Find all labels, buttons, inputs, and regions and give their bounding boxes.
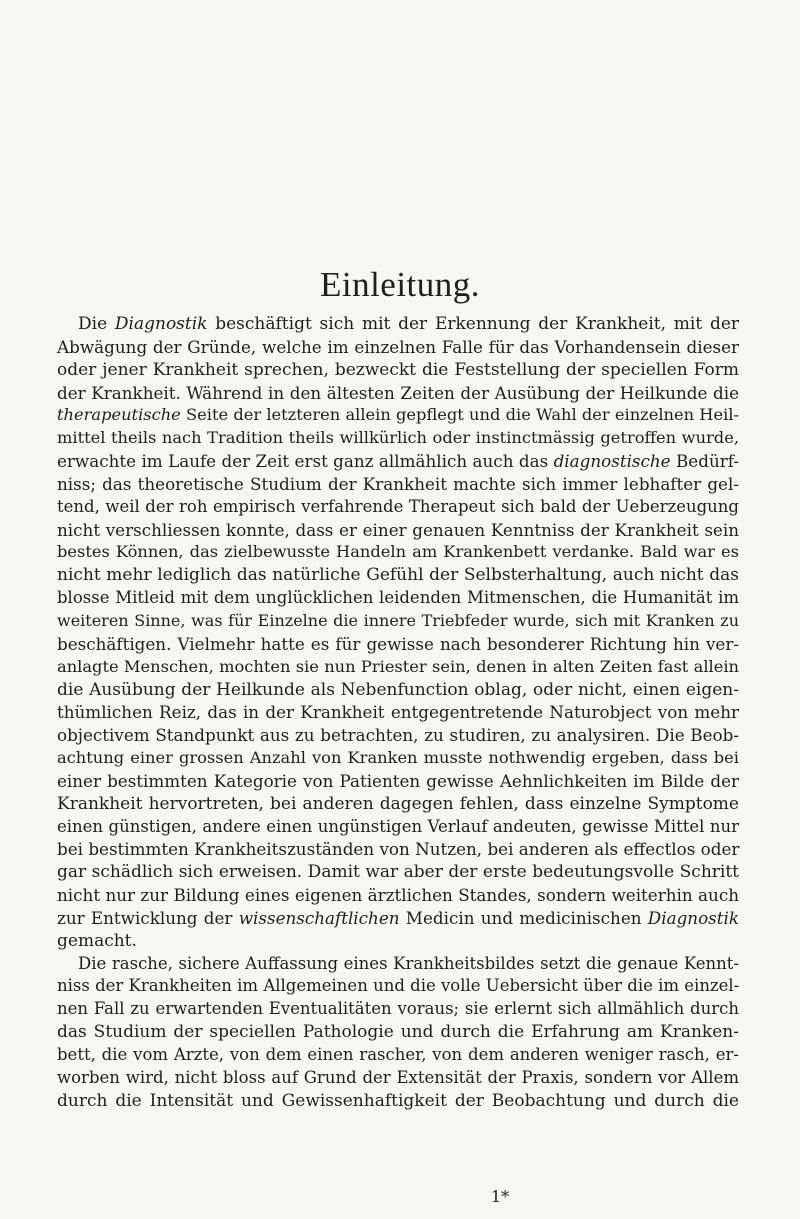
text-line: der Krankheit. Während in den ältesten Zeiten der Ausübung der Heilkunde die bbox=[57, 382, 739, 403]
text-line: gar schädlich sich erweisen. Damit war aber der erste bedeutungsvolle Schritt bbox=[57, 862, 739, 883]
text-line: nicht nur zur Bildung eines eigenen ärztlichen Standes, sondern weiterhin auch bbox=[57, 885, 739, 906]
text-line: nicht mehr lediglich das natürliche Gefühl der Selbsterhaltung, auch nicht das bbox=[57, 565, 739, 586]
emphasis: Diagnostik bbox=[647, 907, 739, 928]
text-line: bei bestimmten Krankheitszuständen von Nutzen, bei anderen als effectlos oder bbox=[57, 839, 740, 860]
emphasis: diagnostische bbox=[553, 451, 671, 472]
text-line: Abwägung der Gründe, welche im einzelnen Falle für das Vorhandensein dieser bbox=[57, 336, 739, 357]
text-line: Die rasche, sichere Auffassung eines Krankheitsbildes setzt die genaue Kennt- bbox=[78, 953, 739, 973]
text-line: niss; das theoretische Studium der Krankheit machte sich immer lebhafter gel- bbox=[57, 473, 739, 494]
text-line: niss der Krankheiten im Allgemeinen und die volle Uebersicht über die im einzel- bbox=[57, 976, 740, 996]
text-line: bestes Können, das zielbewusste Handeln am Krankenbett verdanke. Bald war es bbox=[57, 542, 739, 562]
chapter-title: Einleitung. bbox=[319, 265, 481, 305]
text-line: anlagte Menschen, mochten sie nun Priester sein, denen in alten Zeiten fast allein bbox=[57, 656, 739, 676]
text-line: einen günstigen, andere einen ungünstigen Verlauf andeuten, gewisse Mittel nur bbox=[57, 816, 739, 836]
emphasis: Diagnostik bbox=[114, 314, 208, 334]
text-line: Die Diagnostik beschäftigt sich mit der Erkennung der Krankheit, mit der bbox=[78, 314, 740, 334]
text-line: das Studium der speciellen Pathologie und durch die Erfahrung am Kranken- bbox=[57, 1022, 739, 1043]
text-line: beschäftigen. Vielmehr hatte es für gewisse nach besonderer Richtung hin ver- bbox=[57, 633, 739, 654]
text-line: therapeutische Seite der letzteren allein gepflegt und die Wahl der einzelnen Heil- bbox=[57, 405, 739, 425]
text-line: nicht verschliessen konnte, dass er einer genauen Kenntniss der Krankheit sein bbox=[57, 519, 739, 540]
text-line: gemacht. bbox=[57, 930, 137, 951]
text-line: einer bestimmten Kategorie von Patienten gewisse Aehnlichkeiten im Bilde der bbox=[57, 770, 739, 791]
emphasis: therapeutische bbox=[57, 405, 181, 425]
text-line: oder jener Krankheit sprechen, bezweckt die Feststellung der speciellen Form bbox=[57, 359, 739, 380]
chapter-body bbox=[57, 313, 739, 1113]
text-line: tend, weil der roh empirisch verfahrende Therapeut sich bald der Ueberzeugung bbox=[57, 496, 739, 516]
text-line: blosse Mitleid mit dem unglücklichen leidenden Mitmenschen, die Humanität im bbox=[57, 588, 739, 608]
emphasis: wissenschaftlichen bbox=[238, 907, 400, 928]
text-line: worben wird, nicht bloss auf Grund der Extensität der Praxis, sondern vor Allem bbox=[57, 1067, 739, 1087]
text-line: weiteren Sinne, was für Einzelne die innere Triebfeder wurde, sich mit Kranken zu bbox=[57, 610, 739, 630]
text-line: thümlichen Reiz, das in der Krankheit entgegentretende Naturobject von mehr bbox=[57, 702, 739, 723]
text-line: durch die Intensität und Gewissenhaftigkeit der Beobachtung und durch die bbox=[57, 1090, 739, 1111]
text-line: die Ausübung der Heilkunde als Nebenfunction oblag, oder nicht, einen eigen- bbox=[57, 679, 739, 700]
text-line: achtung einer grossen Anzahl von Kranken musste nothwendig ergeben, dass bei bbox=[57, 748, 739, 768]
text-line: mittel theils nach Tradition theils willkürlich oder instinctmässig getroffen wurde, bbox=[57, 428, 739, 448]
text-line: zur Entwicklung der wissenschaftlichen Medicin und medicinischen Diagnostik bbox=[57, 907, 739, 928]
text-line: nen Fall zu erwartenden Eventualitäten voraus; sie erlernt sich allmählich durch bbox=[57, 999, 739, 1019]
text-line: Krankheit hervortreten, bei anderen dagegen fehlen, dass einzelne Symptome bbox=[57, 793, 739, 814]
text-line: erwachte im Laufe der Zeit erst ganz allmählich auch das diagnostische Bedürf- bbox=[57, 451, 740, 472]
text-line: bett, die vom Arzte, von dem einen rascher, von dem anderen weniger rasch, er- bbox=[57, 1045, 739, 1064]
signature-mark: 1* bbox=[490, 1187, 510, 1206]
text-line: objectivem Standpunkt aus zu betrachten, zu studiren, zu analysiren. Die Beob- bbox=[57, 725, 739, 746]
